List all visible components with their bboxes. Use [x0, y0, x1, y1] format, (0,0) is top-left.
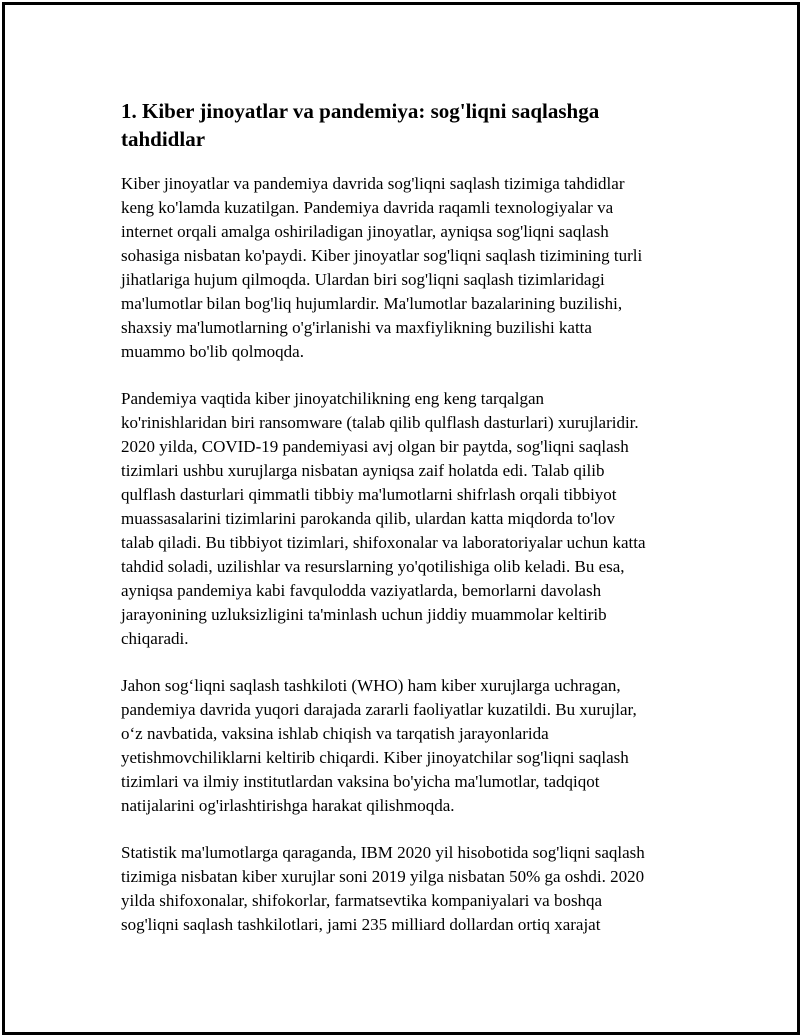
text-line: 2020 yilda, COVID-19 pandemiyasi avj olgan bir paytda, sog'liqni saqlash [121, 437, 629, 456]
text-line: Pandemiya vaqtida kiber jinoyatchilikning eng keng tarqalgan [121, 389, 544, 408]
text-line: tizimlari va ilmiy institutlardan vaksina bo'yicha ma'lumotlar, tadqiqot [121, 772, 600, 791]
text-line: yetishmovchiliklarni keltirib chiqardi. Kiber jinoyatchilar sog'liqni saqlash [121, 748, 629, 767]
paragraph-1 [121, 172, 701, 364]
text-line: muammo bo'lib qolmoqda. [121, 342, 304, 361]
page-frame [2, 2, 800, 1035]
text-line: ko'rinishlaridan biri ransomware (talab qilib qulflash dasturlari) xurujlaridir. [121, 413, 639, 432]
text-line: muassasalarini tizimlarini parokanda qilib, ulardan katta miqdorda to'lov [121, 509, 616, 528]
text-line: qulflash dasturlari qimmatli tibbiy ma'lumotlarni shifrlash orqali tibbiyot [121, 485, 617, 504]
heading-line: tahdidlar [121, 127, 206, 151]
text-line: tizimlari ushbu xurujlarga nisbatan ayniqsa zaif holatda edi. Talab qilib [121, 461, 605, 480]
text-line: shaxsiy ma'lumotlarning o'g'irlanishi va maxfiylikning buzilishi katta [121, 318, 592, 337]
text-line: natijalarini og'irlashtirishga harakat qilishmoqda. [121, 796, 455, 815]
paragraph-2 [121, 387, 701, 651]
text-line: pandemiya davrida yuqori darajada zararli faoliyatlar kuzatildi. Bu xurujlar, [121, 700, 637, 719]
paragraph-3 [121, 674, 701, 818]
text-line: Kiber jinoyatlar va pandemiya davrida sog'liqni saqlash tizimiga tahdidlar [121, 174, 625, 193]
text-line: Statistik ma'lumotlarga qaraganda, IBM 2020 yil hisobotida sog'liqni saqlash [121, 843, 645, 862]
document-body [121, 97, 701, 960]
text-line: chiqaradi. [121, 629, 189, 648]
text-line: sog'liqni saqlash tashkilotlari, jami 235 milliard dollardan ortiq xarajat [121, 915, 601, 934]
text-line: ayniqsa pandemiya kabi favqulodda vaziyatlarda, bemorlarni davolash [121, 581, 602, 600]
text-line: tizimiga nisbatan kiber xurujlar soni 2019 yilga nisbatan 50% ga oshdi. 2020 [121, 867, 645, 886]
text-line: Jahon sog‘liqni saqlash tashkiloti (WHO) ham kiber xurujlarga uchragan, [121, 676, 621, 695]
text-line: sohasiga nisbatan ko'paydi. Kiber jinoyatlar sog'liqni saqlash tizimining turli [121, 246, 643, 265]
text-line: jihatlariga hujum qilmoqda. Ulardan biri sog'liqni saqlash tizimlaridagi [121, 270, 605, 289]
text-line: keng ko'lamda kuzatilgan. Pandemiya davrida raqamli texnologiyalar va [121, 198, 614, 217]
text-line: tahdid soladi, uzilishlar va resurslarning yo'qotilishiga olib keladi. Bu esa, [121, 557, 625, 576]
text-line: jarayonining uzluksizligini ta'minlash uchun jiddiy muammolar keltirib [121, 605, 607, 624]
paragraph-4 [121, 841, 701, 937]
text-line: yilda shifoxonalar, shifokorlar, farmatsevtika kompaniyalari va boshqa [121, 891, 603, 910]
text-line: o‘z navbatida, vaksina ishlab chiqish va tarqatish jarayonlarida [121, 724, 549, 743]
heading-line: 1. Kiber jinoyatlar va pandemiya: sog'liqni saqlashga [121, 99, 600, 123]
text-line: internet orqali amalga oshiriladigan jinoyatlar, ayniqsa sog'liqni saqlash [121, 222, 609, 241]
text-line: ma'lumotlar bilan bog'liq hujumlardir. Ma'lumotlar bazalarining buzilishi, [121, 294, 623, 313]
section-heading [121, 97, 701, 153]
text-line: talab qiladi. Bu tibbiyot tizimlari, shifoxonalar va laboratoriyalar uchun katta [121, 533, 646, 552]
